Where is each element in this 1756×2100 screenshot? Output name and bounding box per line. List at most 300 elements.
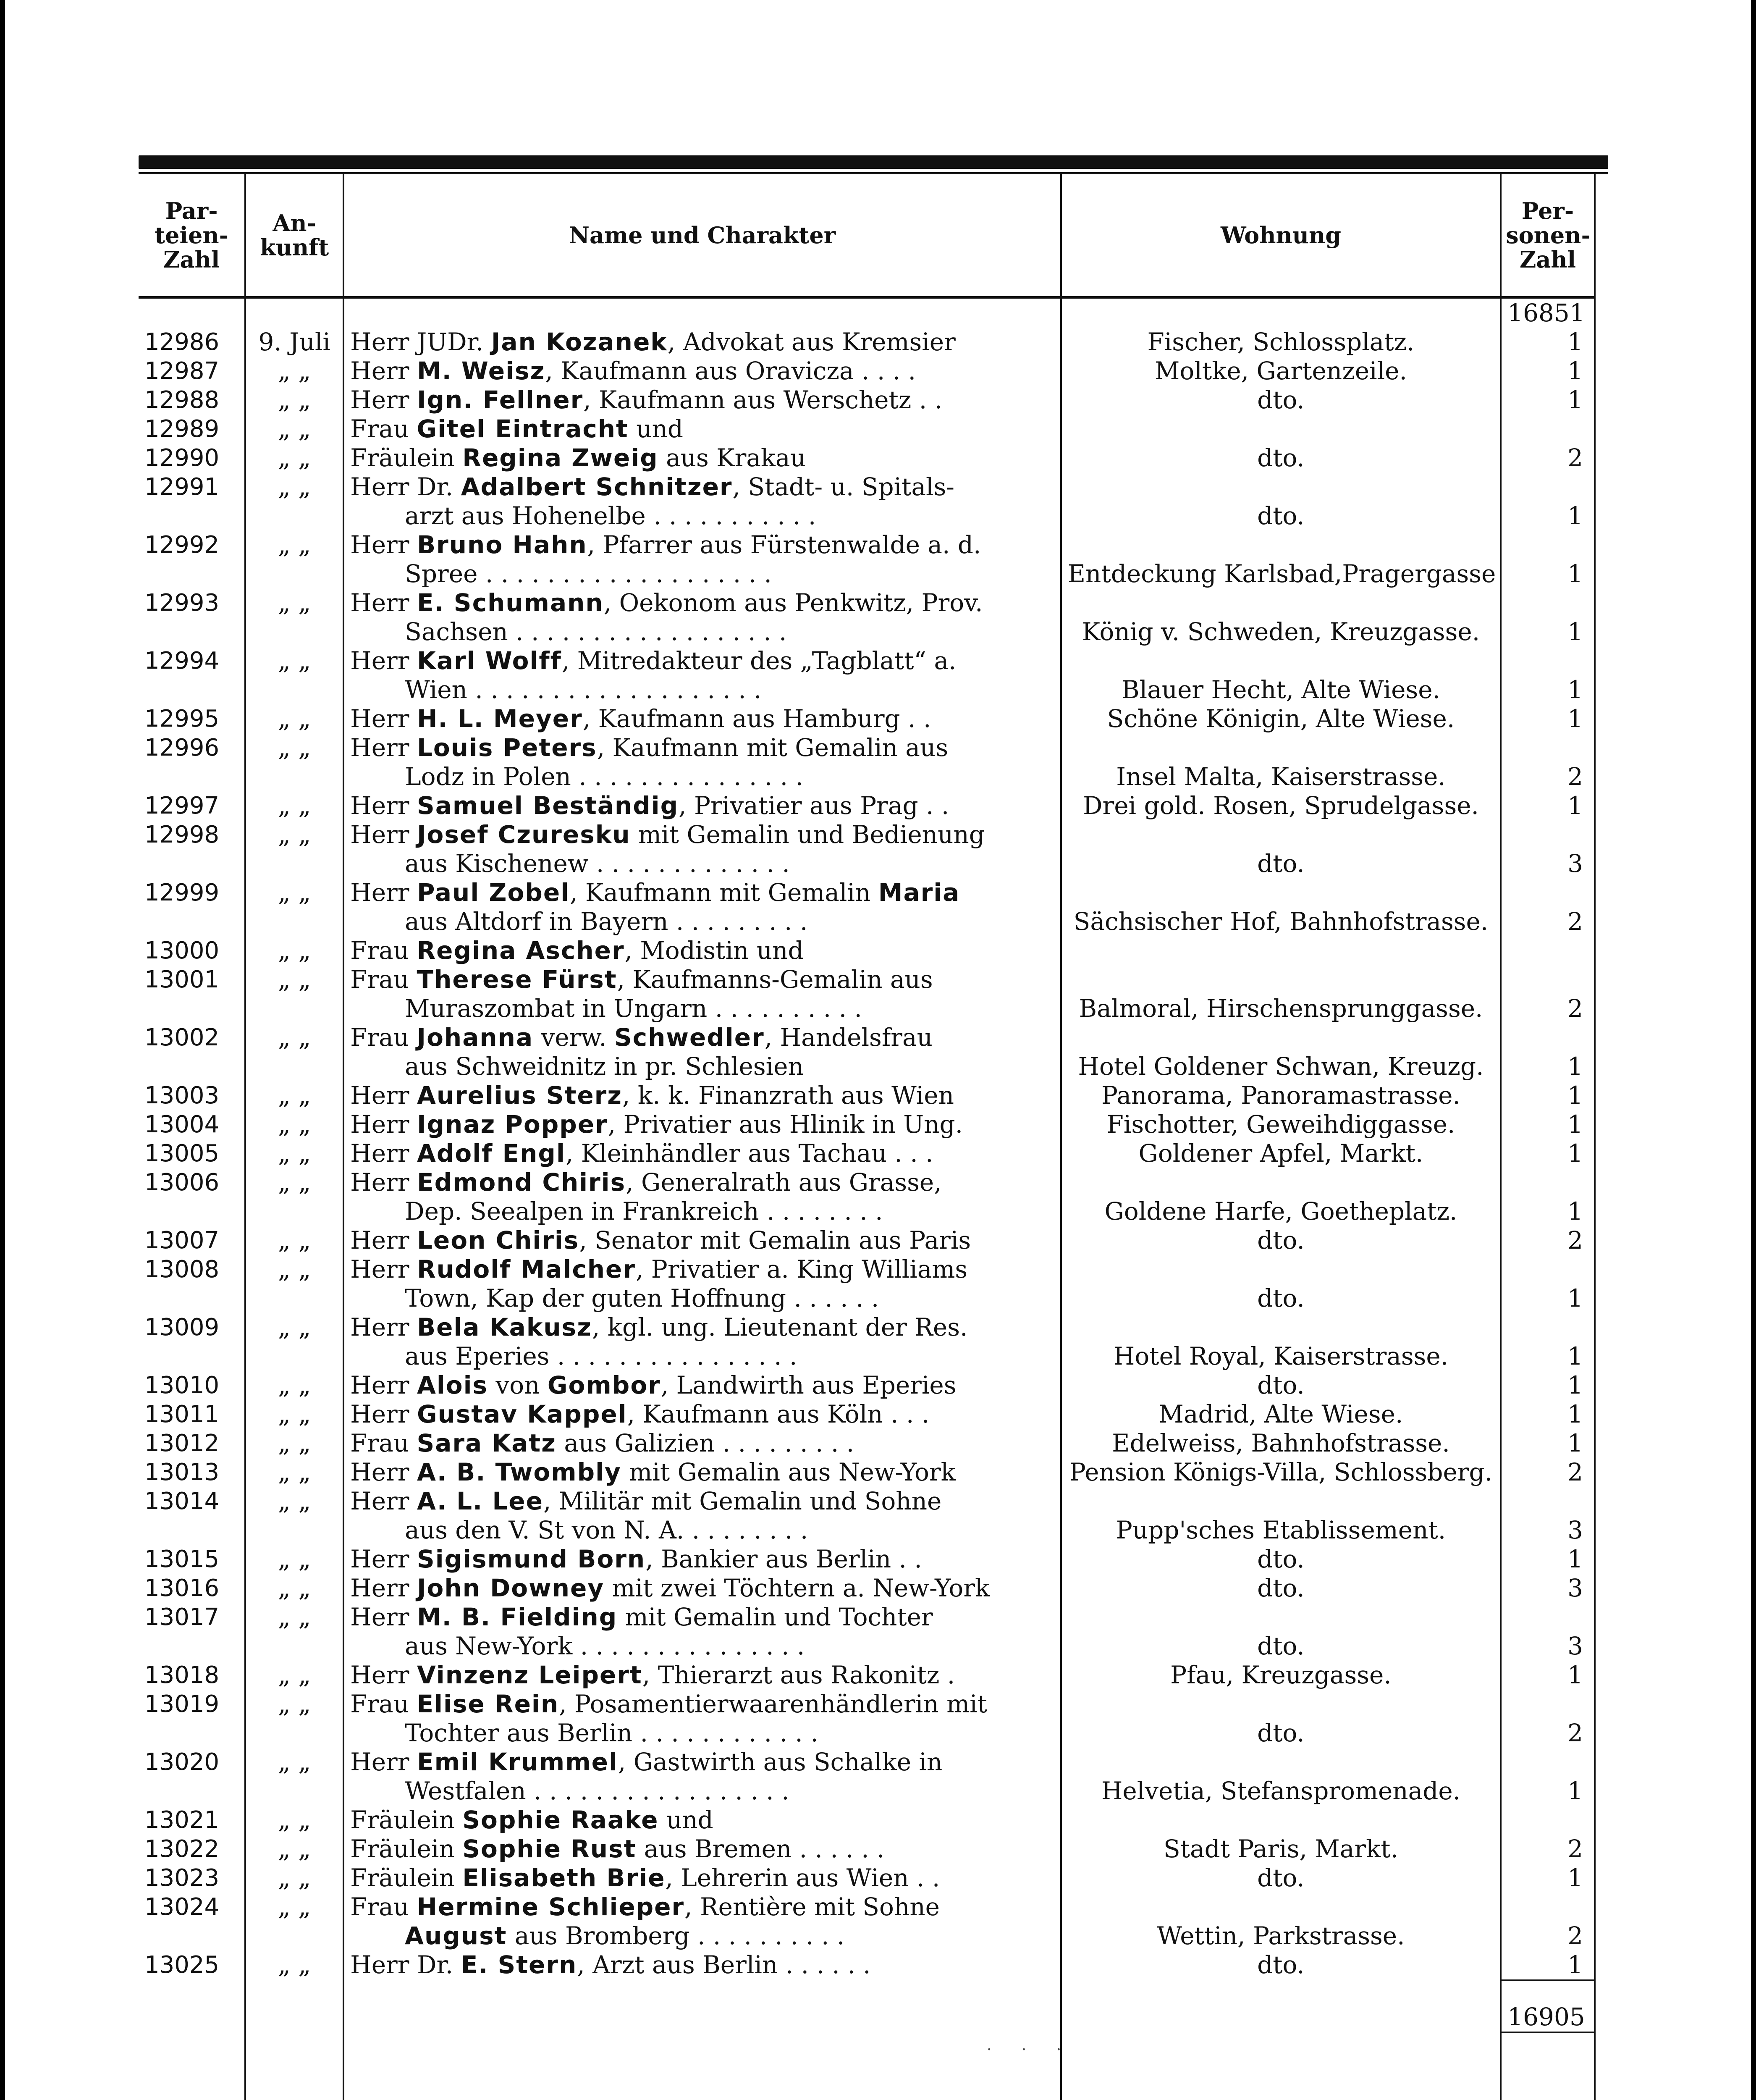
guest-description: von xyxy=(487,1371,548,1399)
table-row xyxy=(139,1806,1595,1835)
ankunft: „ „ xyxy=(245,1893,343,1950)
guest-name: A. L. Lee xyxy=(417,1487,543,1515)
table-row xyxy=(139,1313,1595,1371)
ankunft: „ „ xyxy=(245,646,343,704)
name-charakter xyxy=(343,704,1061,733)
guest-name: E. Schumann xyxy=(417,588,604,617)
name-line-1 xyxy=(350,1835,1048,1864)
ankunft: „ „ xyxy=(245,1748,343,1806)
wohnung: dto. xyxy=(1061,1864,1501,1893)
parteien-zahl: 12996 xyxy=(139,733,245,791)
guest-name: Elise Rein xyxy=(417,1690,559,1718)
name-line-1 xyxy=(350,386,1048,415)
wohnung: dto. xyxy=(1061,1226,1501,1255)
guest-origin: Town, Kap der guten Hoffnung . . . . . . xyxy=(405,1284,879,1312)
parteien-zahl: 12986 xyxy=(139,328,245,357)
personen-zahl: 2 xyxy=(1501,444,1595,472)
parteien-zahl: 13003 xyxy=(139,1081,245,1110)
table-row xyxy=(139,472,1595,530)
guest-name: Louis Peters xyxy=(417,733,597,762)
guest-title: Herr JUDr. xyxy=(350,328,491,356)
wohnung: Insel Malta, Kaiserstrasse. xyxy=(1061,733,1501,791)
ankunft: „ „ xyxy=(245,1429,343,1458)
parteien-zahl: 13015 xyxy=(139,1545,245,1574)
name-charakter xyxy=(343,1806,1061,1835)
guest-title: Frau xyxy=(350,1023,417,1052)
name-charakter xyxy=(343,588,1061,646)
personen-zahl: 1 xyxy=(1501,1081,1595,1110)
ankunft: „ „ xyxy=(245,1835,343,1864)
personen-zahl: 2 xyxy=(1501,878,1595,936)
personen-zahl xyxy=(1501,936,1595,965)
guest-title: Herr Dr. xyxy=(350,1950,461,1979)
name-line-2 xyxy=(350,1632,1048,1661)
table-row xyxy=(139,1835,1595,1864)
name-charakter xyxy=(343,1023,1061,1081)
ankunft: „ „ xyxy=(245,1139,343,1168)
name-line-1 xyxy=(350,472,1048,501)
name-line-1 xyxy=(350,1023,1048,1052)
name-line-2 xyxy=(350,675,1048,704)
guest-description: , Kleinhändler aus Tachau . . . xyxy=(565,1139,933,1168)
ankunft: „ „ xyxy=(245,1864,343,1893)
guest-title: Herr xyxy=(350,704,417,733)
wohnung: Madrid, Alte Wiese. xyxy=(1061,1400,1501,1429)
parteien-zahl: 12992 xyxy=(139,530,245,588)
guest-title: Herr xyxy=(350,791,417,820)
name-charakter xyxy=(343,1487,1061,1545)
parteien-zahl: 12997 xyxy=(139,791,245,820)
guest-title: Herr xyxy=(350,357,417,385)
table-row xyxy=(139,328,1595,357)
name-charakter xyxy=(343,1545,1061,1574)
name-charakter xyxy=(343,1950,1061,1980)
name-line-2 xyxy=(350,1284,1048,1313)
parteien-zahl: 12989 xyxy=(139,415,245,444)
wohnung: Balmoral, Hirschensprunggasse. xyxy=(1061,965,1501,1023)
top-rule xyxy=(139,155,1608,169)
wohnung: Wettin, Parkstrasse. xyxy=(1061,1893,1501,1950)
guest-origin: aus New-York . . . . . . . . . . . . . . . xyxy=(405,1632,805,1660)
guest-origin: aus Bromberg . . . . . . . . . . xyxy=(507,1922,845,1950)
table-row xyxy=(139,1690,1595,1748)
name-line-1 xyxy=(350,1545,1048,1574)
guest-description: , Kaufmann aus Köln . . . xyxy=(627,1400,930,1428)
name-line-1 xyxy=(350,1110,1048,1139)
name-line-2 xyxy=(350,762,1048,791)
name-charakter xyxy=(343,1139,1061,1168)
guest-title: Frau xyxy=(350,936,417,965)
wohnung: Pupp'sches Etablissement. xyxy=(1061,1487,1501,1545)
guest-name: Rudolf Malcher xyxy=(417,1255,636,1284)
guest-origin: Westfalen . . . . . . . . . . . . . . . . . xyxy=(405,1777,789,1805)
parteien-zahl: 12991 xyxy=(139,472,245,530)
name-line-1 xyxy=(350,1661,1048,1690)
guest-description: , Kaufmann mit Gemalin aus xyxy=(597,733,949,762)
guest-title: Herr xyxy=(350,1081,417,1110)
name-line-1 xyxy=(350,1893,1048,1922)
guest-name: Karl Wolff xyxy=(417,646,562,675)
personen-zahl: 1 xyxy=(1501,386,1595,415)
wohnung: dto. xyxy=(1061,472,1501,530)
guest-name-secondary: Gombor xyxy=(547,1371,661,1399)
guest-name: Edmond Chiris xyxy=(417,1168,626,1197)
name-charakter xyxy=(343,444,1061,472)
ankunft: „ „ xyxy=(245,588,343,646)
parteien-zahl: 13019 xyxy=(139,1690,245,1748)
name-charakter xyxy=(343,1835,1061,1864)
wohnung: Fischotter, Geweihdiggasse. xyxy=(1061,1110,1501,1139)
parteien-zahl: 13022 xyxy=(139,1835,245,1864)
parteien-zahl: 13023 xyxy=(139,1864,245,1893)
table-row xyxy=(139,588,1595,646)
name-charakter xyxy=(343,1603,1061,1661)
guest-origin: aus Altdorf in Bayern . . . . . . . . . xyxy=(405,907,808,936)
parteien-zahl: 13016 xyxy=(139,1574,245,1603)
table-row xyxy=(139,1429,1595,1458)
guest-name: M. Weisz xyxy=(417,357,545,385)
guest-title: Frau xyxy=(350,965,417,994)
table-row xyxy=(139,1110,1595,1139)
wohnung: dto. xyxy=(1061,1545,1501,1574)
ankunft: „ „ xyxy=(245,1168,343,1226)
guest-register xyxy=(139,155,1608,2100)
guest-name: M. B. Fielding xyxy=(417,1603,618,1631)
name-line-1 xyxy=(350,1081,1048,1110)
table-row xyxy=(139,1226,1595,1255)
name-charakter xyxy=(343,733,1061,791)
name-charakter xyxy=(343,1255,1061,1313)
name-line-1 xyxy=(350,1313,1048,1342)
ankunft: „ „ xyxy=(245,1081,343,1110)
table-row xyxy=(139,820,1595,878)
parteien-zahl: 12993 xyxy=(139,588,245,646)
personen-zahl: 1 xyxy=(1501,791,1595,820)
table-row xyxy=(139,1168,1595,1226)
wohnung: dto. xyxy=(1061,1574,1501,1603)
ankunft: „ „ xyxy=(245,472,343,530)
personen-zahl: 1 xyxy=(1501,1864,1595,1893)
ankunft: „ „ xyxy=(245,1371,343,1400)
name-line-1 xyxy=(350,1690,1048,1719)
table-row xyxy=(139,1458,1595,1487)
carry-over-row xyxy=(139,297,1595,328)
ankunft: „ „ xyxy=(245,1226,343,1255)
personen-zahl: 1 xyxy=(1501,1139,1595,1168)
table-row xyxy=(139,1748,1595,1806)
parteien-zahl: 13007 xyxy=(139,1226,245,1255)
ankunft: „ „ xyxy=(245,1487,343,1545)
name-line-2 xyxy=(350,849,1048,878)
name-line-1 xyxy=(350,415,1048,444)
table-row xyxy=(139,1545,1595,1574)
guest-description: mit zwei Töchtern a. New-York xyxy=(604,1574,990,1602)
table-row xyxy=(139,1139,1595,1168)
guest-name: Gustav Kappel xyxy=(417,1400,627,1428)
guest-description: , Privatier aus Prag . . xyxy=(679,791,949,820)
name-charakter xyxy=(343,1371,1061,1400)
name-line-2 xyxy=(350,1719,1048,1748)
guest-name: Sophie Raake xyxy=(462,1806,659,1834)
personen-zahl: 2 xyxy=(1501,1690,1595,1748)
parteien-zahl: 12994 xyxy=(139,646,245,704)
guest-title: Fräulein xyxy=(350,444,463,472)
parteien-zahl: 13017 xyxy=(139,1603,245,1661)
name-charakter xyxy=(343,1168,1061,1226)
wohnung: dto. xyxy=(1061,1255,1501,1313)
name-line-1 xyxy=(350,646,1048,675)
header-name-charakter: Name und Charakter xyxy=(343,174,1061,297)
wohnung: Edelweiss, Bahnhofstrasse. xyxy=(1061,1429,1501,1458)
guest-name: Alois xyxy=(417,1371,488,1399)
scan-edge-right xyxy=(1751,0,1756,2100)
name-line-2 xyxy=(350,1777,1048,1806)
table-row xyxy=(139,357,1595,386)
name-line-1 xyxy=(350,820,1048,849)
personen-zahl: 1 xyxy=(1501,646,1595,704)
ankunft: „ „ xyxy=(245,791,343,820)
name-line-1 xyxy=(350,878,1048,907)
table-row xyxy=(139,1603,1595,1661)
ankunft: „ „ xyxy=(245,965,343,1023)
guest-title: Herr xyxy=(350,1371,417,1399)
name-charakter xyxy=(343,791,1061,820)
header-parteien-zahl: Par- teien- Zahl xyxy=(139,174,245,297)
guest-title: Herr xyxy=(350,1400,417,1428)
parteien-zahl: 13010 xyxy=(139,1371,245,1400)
wohnung: dto. xyxy=(1061,1603,1501,1661)
table-row xyxy=(139,444,1595,472)
name-line-1 xyxy=(350,1487,1048,1516)
guest-title: Herr xyxy=(350,1487,417,1515)
guest-name: Jan Kozanek xyxy=(491,328,668,356)
name-charakter xyxy=(343,646,1061,704)
guest-name: John Downey xyxy=(417,1574,605,1602)
ankunft: „ „ xyxy=(245,1574,343,1603)
personen-zahl: 1 xyxy=(1501,704,1595,733)
wohnung: dto. xyxy=(1061,1950,1501,1980)
personen-zahl: 1 xyxy=(1501,1110,1595,1139)
wohnung xyxy=(1061,415,1501,444)
wohnung: dto. xyxy=(1061,1690,1501,1748)
name-line-1 xyxy=(350,965,1048,994)
name-charakter xyxy=(343,1226,1061,1255)
guest-name: Aurelius Sterz xyxy=(417,1081,623,1110)
name-charakter xyxy=(343,415,1061,444)
parteien-zahl: 12999 xyxy=(139,878,245,936)
wohnung: Moltke, Gartenzeile. xyxy=(1061,357,1501,386)
ankunft: „ „ xyxy=(245,415,343,444)
guest-description-cont: , Handelsfrau xyxy=(764,1023,933,1052)
guest-description: und xyxy=(658,1806,713,1834)
name-line-1 xyxy=(350,1400,1048,1429)
guest-name: Sophie Rust xyxy=(462,1835,637,1863)
parteien-zahl: 13006 xyxy=(139,1168,245,1226)
table-row xyxy=(139,1081,1595,1110)
guest-name: Regina Zweig xyxy=(462,444,658,472)
wohnung: Panorama, Panoramastrasse. xyxy=(1061,1081,1501,1110)
guest-name: Josef Czuresku xyxy=(417,820,631,849)
guest-name: Johanna xyxy=(417,1023,534,1052)
guest-name: Gitel Eintracht xyxy=(417,415,629,443)
ankunft: „ „ xyxy=(245,1023,343,1081)
ankunft: „ „ xyxy=(245,1313,343,1371)
guest-title: Frau xyxy=(350,415,417,443)
guest-description: , Kaufmann aus Hamburg . . xyxy=(582,704,931,733)
personen-zahl: 1 xyxy=(1501,1168,1595,1226)
wohnung: Goldene Harfe, Goetheplatz. xyxy=(1061,1168,1501,1226)
parteien-zahl: 13014 xyxy=(139,1487,245,1545)
guest-description: , Kaufmann aus Werschetz . . xyxy=(583,386,943,414)
guest-title: Herr Dr. xyxy=(350,472,461,501)
personen-zahl: 1 xyxy=(1501,1371,1595,1400)
guest-description: , Advokat aus Kremsier xyxy=(667,328,956,356)
blank-tail-row xyxy=(139,2032,1595,2100)
guest-description: , Stadt- u. Spitals- xyxy=(732,472,954,501)
guest-description: , Posamentierwaarenhändlerin mit xyxy=(559,1690,987,1718)
guest-name: Ign. Fellner xyxy=(417,386,584,414)
wohnung: Entdeckung Karlsbad,Pragergasse xyxy=(1061,530,1501,588)
wohnung xyxy=(1061,936,1501,965)
personen-zahl: 1 xyxy=(1501,328,1595,357)
name-line-1 xyxy=(350,1429,1048,1458)
guest-description: , Rentière mit Sohne xyxy=(684,1893,940,1921)
ankunft: „ „ xyxy=(245,936,343,965)
name-charakter xyxy=(343,1081,1061,1110)
wohnung xyxy=(1061,1806,1501,1835)
header-ankunft: An- kunft xyxy=(245,174,343,297)
wohnung: dto. xyxy=(1061,444,1501,472)
guest-title: Herr xyxy=(350,1458,417,1486)
guest-description: , Pfarrer aus Fürstenwalde a. d. xyxy=(587,530,981,559)
name-line-1 xyxy=(350,1603,1048,1632)
parteien-zahl: 13002 xyxy=(139,1023,245,1081)
name-line-1 xyxy=(350,1748,1048,1777)
name-line-1 xyxy=(350,1864,1048,1893)
name-charakter xyxy=(343,820,1061,878)
table-row xyxy=(139,1661,1595,1690)
name-line-1 xyxy=(350,1139,1048,1168)
name-charakter xyxy=(343,1864,1061,1893)
ankunft: „ „ xyxy=(245,1255,343,1313)
guest-companion-name: August xyxy=(405,1922,507,1950)
guest-description: , Senator mit Gemalin aus Paris xyxy=(579,1226,971,1255)
guest-name: Sara Katz xyxy=(417,1429,556,1457)
guest-name: Adolf Engl xyxy=(417,1139,566,1168)
guest-origin: Muraszombat in Ungarn . . . . . . . . . . xyxy=(405,994,862,1023)
table-row xyxy=(139,704,1595,733)
wohnung: Sächsischer Hof, Bahnhofstrasse. xyxy=(1061,878,1501,936)
bottom-specks: · · · xyxy=(987,2041,1074,2058)
guest-title: Herr xyxy=(350,1313,417,1341)
name-charakter xyxy=(343,1661,1061,1690)
table-row xyxy=(139,1255,1595,1313)
parteien-zahl: 13004 xyxy=(139,1110,245,1139)
ankunft: „ „ xyxy=(245,1806,343,1835)
guest-title: Herr xyxy=(350,733,417,762)
name-line-1 xyxy=(350,936,1048,965)
name-line-2 xyxy=(350,1197,1048,1226)
wohnung: Hotel Royal, Kaiserstrasse. xyxy=(1061,1313,1501,1371)
wohnung: Blauer Hecht, Alte Wiese. xyxy=(1061,646,1501,704)
guest-description: verw. xyxy=(533,1023,614,1052)
table-row xyxy=(139,1023,1595,1081)
guest-origin: aus den V. St von N. A. . . . . . . . . xyxy=(405,1516,808,1544)
wohnung: Fischer, Schlossplatz. xyxy=(1061,328,1501,357)
ankunft: „ „ xyxy=(245,1545,343,1574)
table-row xyxy=(139,1950,1595,1980)
carry-over-total: 16851 xyxy=(1501,297,1595,328)
guest-name: Emil Krummel xyxy=(417,1748,618,1776)
name-line-1 xyxy=(350,1574,1048,1603)
guest-title: Frau xyxy=(350,1690,417,1718)
table-row xyxy=(139,1893,1595,1950)
name-charakter xyxy=(343,1400,1061,1429)
guest-description: aus Krakau xyxy=(658,444,806,472)
guest-title: Frau xyxy=(350,1893,417,1921)
name-line-1 xyxy=(350,1458,1048,1487)
personen-zahl: 1 xyxy=(1501,1950,1595,1980)
wohnung: Goldener Apfel, Markt. xyxy=(1061,1139,1501,1168)
personen-zahl: 1 xyxy=(1501,1023,1595,1081)
name-line-2 xyxy=(350,1516,1048,1545)
header-wohnung: Wohnung xyxy=(1061,174,1501,297)
parteien-zahl: 13000 xyxy=(139,936,245,965)
guest-title: Frau xyxy=(350,1429,417,1457)
wohnung: Hotel Goldener Schwan, Kreuzg. xyxy=(1061,1023,1501,1081)
guest-origin: arzt aus Hohenelbe . . . . . . . . . . . xyxy=(405,501,816,530)
name-line-2 xyxy=(350,501,1048,530)
parteien-zahl: 13009 xyxy=(139,1313,245,1371)
personen-zahl: 3 xyxy=(1501,820,1595,878)
table-row xyxy=(139,791,1595,820)
personen-zahl: 1 xyxy=(1501,1313,1595,1371)
guest-description: mit Gemalin und Tochter xyxy=(617,1603,933,1631)
parteien-zahl: 12988 xyxy=(139,386,245,415)
name-line-2 xyxy=(350,1342,1048,1371)
guest-description: , Bankier aus Berlin . . xyxy=(645,1545,922,1573)
guest-name: Vinzenz Leipert xyxy=(417,1661,642,1689)
table-row xyxy=(139,530,1595,588)
personen-zahl: 2 xyxy=(1501,1835,1595,1864)
guest-origin: aus Kischenew . . . . . . . . . . . . . xyxy=(405,849,790,878)
guest-title: Fräulein xyxy=(350,1864,463,1892)
table-row xyxy=(139,1487,1595,1545)
guest-description: , Kaufmann mit Gemalin xyxy=(570,878,878,907)
guest-description: , Modistin und xyxy=(624,936,804,965)
parteien-zahl: 12990 xyxy=(139,444,245,472)
wohnung: dto. xyxy=(1061,1371,1501,1400)
guest-origin: Spree . . . . . . . . . . . . . . . . . . . xyxy=(405,559,772,588)
wohnung: Pension Königs-Villa, Schlossberg. xyxy=(1061,1458,1501,1487)
name-line-1 xyxy=(350,733,1048,762)
parteien-zahl: 13025 xyxy=(139,1950,245,1980)
ankunft: „ „ xyxy=(245,1603,343,1661)
guest-description-cont: , Landwirth aus Eperies xyxy=(660,1371,957,1399)
total-row xyxy=(139,1980,1595,2032)
parteien-zahl: 13011 xyxy=(139,1400,245,1429)
guest-description: , Generalrath aus Grasse, xyxy=(626,1168,942,1197)
guest-name: E. Stern xyxy=(461,1950,577,1979)
guest-title: Herr xyxy=(350,1748,417,1776)
personen-zahl: 1 xyxy=(1501,1400,1595,1429)
guest-title: Fräulein xyxy=(350,1806,463,1834)
guest-description: mit Gemalin und Bedienung xyxy=(630,820,985,849)
personen-zahl: 2 xyxy=(1501,965,1595,1023)
parteien-zahl: 13018 xyxy=(139,1661,245,1690)
table-row xyxy=(139,878,1595,936)
name-line-1 xyxy=(350,1806,1048,1835)
